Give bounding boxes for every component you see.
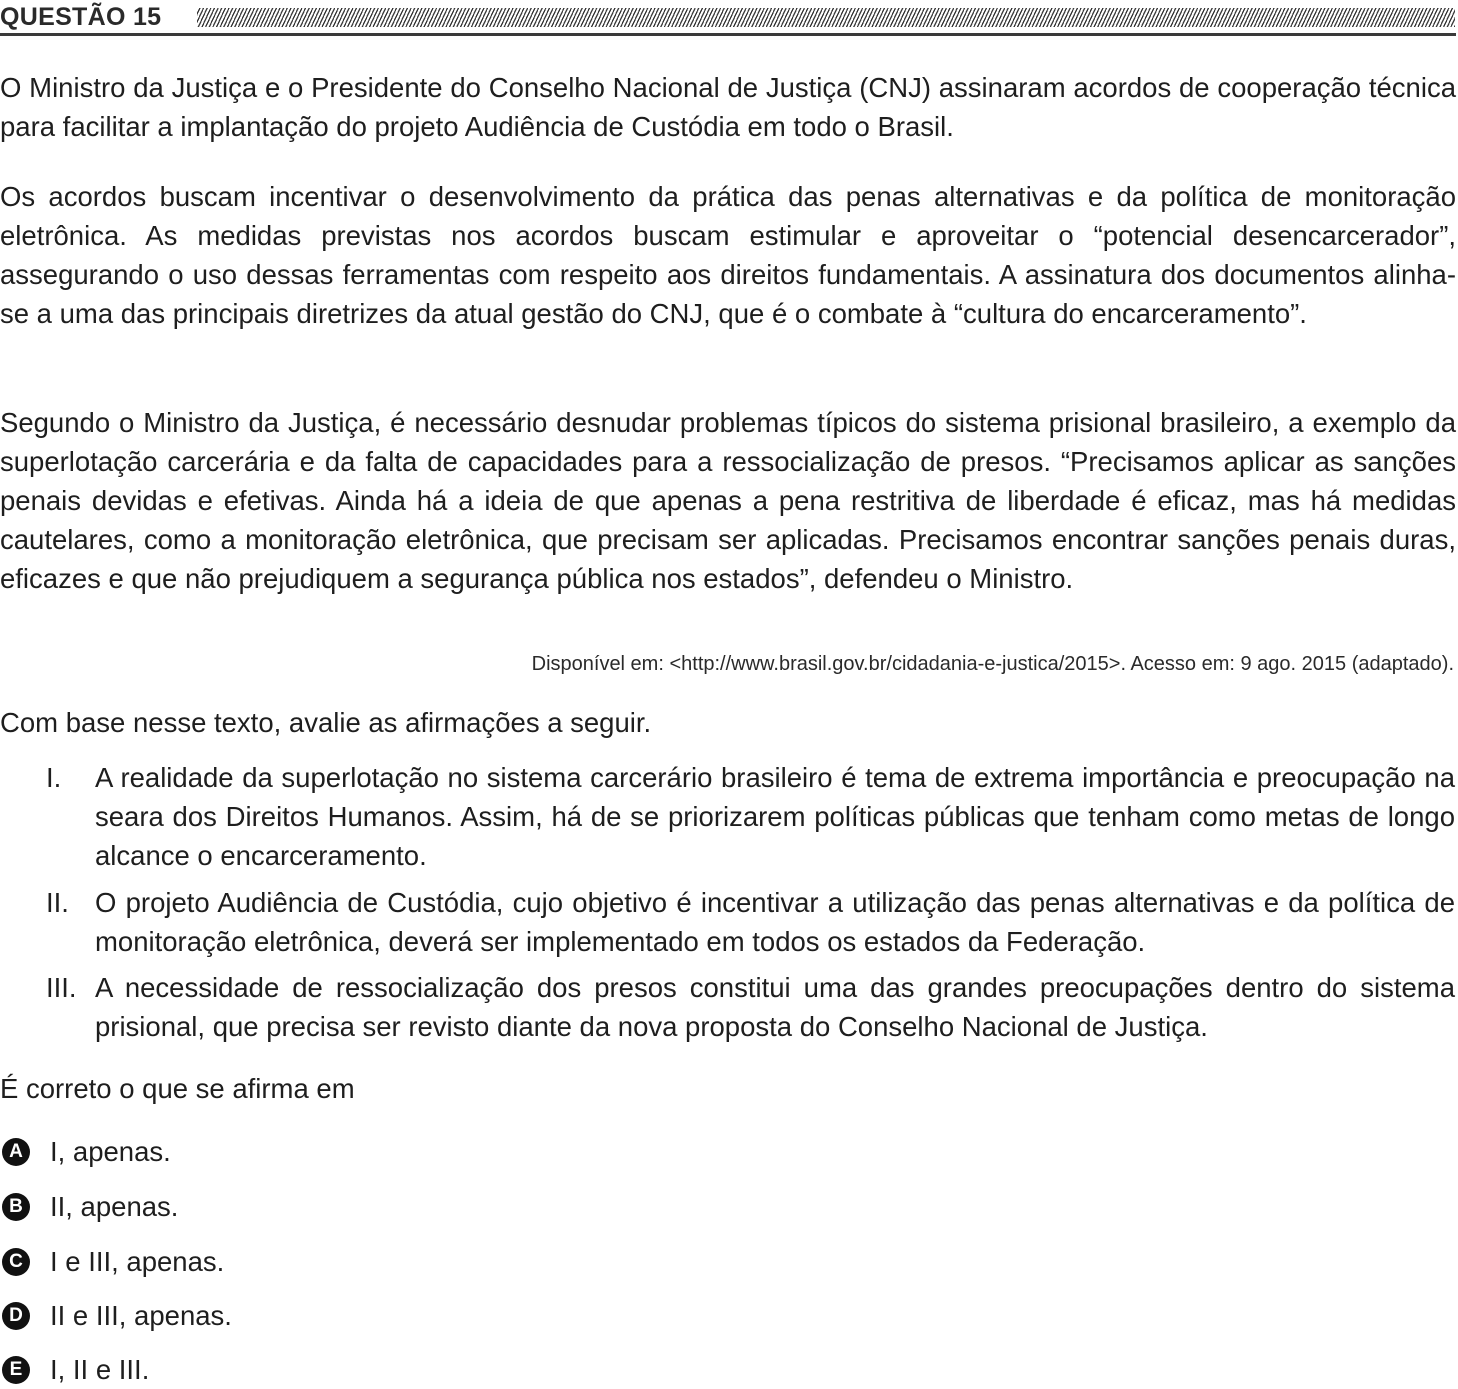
option-e-label: I, II e III. <box>50 1354 150 1385</box>
paragraph-3: Segundo o Ministro da Justiça, é necessário desnudar problemas típicos do sistema prisional brasileiro, a exemplo da superlotação carcerária e da falta de capacidades para a ressocialização de presos. “Precisamos aplicar as sanções penais devidas e efetivas. Ainda há a ideia de que apenas a pena restritiva de liberdade é eficaz, mas há medidas cautelares, como a monitoração eletrônica, que precisam ser aplicadas. Precisamos encontrar sanções penais duras, eficazes e que não prejudiquem a segurança pública nos estados”, defendeu o Ministro. <box>0 407 1456 594</box>
statement-number: I. <box>46 762 62 793</box>
option-e[interactable] <box>0 1352 600 1388</box>
option-b-label: II, apenas. <box>50 1191 179 1222</box>
statement-number: III. <box>46 972 77 1003</box>
option-a[interactable] <box>0 1134 600 1170</box>
option-a-badge: A <box>2 1138 30 1166</box>
option-a-label: I, apenas. <box>50 1136 171 1167</box>
statement-text: O projeto Audiência de Custódia, cujo objetivo é incentivar a utilização das penas alternativas e da política de monitoração eletrônica, deverá ser implementado em todos os estados da Federação. <box>95 887 1455 957</box>
statement-text: A necessidade de ressocialização dos presos constitui uma das grandes preocupações dentro do sistema prisional, que precisa ser revisto diante da nova proposta do Conselho Nacional de Justiça. <box>95 972 1455 1042</box>
header-hatch-decoration <box>197 8 1455 27</box>
option-d-label: II e III, apenas. <box>50 1300 232 1331</box>
option-b[interactable] <box>0 1189 600 1225</box>
paragraph-2: Os acordos buscam incentivar o desenvolvimento da prática das penas alternativas e da política de monitoração eletrônica. As medidas previstas nos acordos buscam estimular e aproveitar o “potencial desencarcerador”, assegurando o uso dessas ferramentas com respeito aos direitos fundamentais. A assinatura dos documentos alinha-se a uma das principais diretrizes da atual gestão do CNJ, que é o combate à “cultura do encarceramento”. <box>0 181 1456 329</box>
statement-number: II. <box>46 887 69 918</box>
option-c-badge: C <box>2 1248 30 1276</box>
option-e-badge: E <box>2 1356 30 1384</box>
option-d[interactable] <box>0 1298 600 1334</box>
question-prompt: É correto o que se afirma em <box>0 1073 355 1104</box>
source-citation: Disponível em: <http://www.brasil.gov.br/cidadania-e-justica/2015>. Acesso em: 9 ago. 2015 (adaptado). <box>531 653 1454 675</box>
option-d-badge: D <box>2 1302 30 1330</box>
question-title: QUESTÃO 15 <box>0 3 162 31</box>
header-divider <box>0 33 1456 36</box>
option-c[interactable] <box>0 1244 600 1280</box>
statements-prompt: Com base nesse texto, avalie as afirmações a seguir. <box>0 707 652 738</box>
option-c-label: I e III, apenas. <box>50 1246 225 1277</box>
paragraph-1: O Ministro da Justiça e o Presidente do Conselho Nacional de Justiça (CNJ) assinaram acordos de cooperação técnica para facilitar a implantação do projeto Audiência de Custódia em todo o Brasil. <box>0 72 1456 142</box>
question-header <box>0 0 1456 40</box>
option-b-badge: B <box>2 1193 30 1221</box>
statement-text: A realidade da superlotação no sistema carcerário brasileiro é tema de extrema importância e preocupação na seara dos Direitos Humanos. Assim, há de se priorizarem políticas públicas que tenham como metas de longo alcance o encarceramento. <box>95 762 1455 871</box>
